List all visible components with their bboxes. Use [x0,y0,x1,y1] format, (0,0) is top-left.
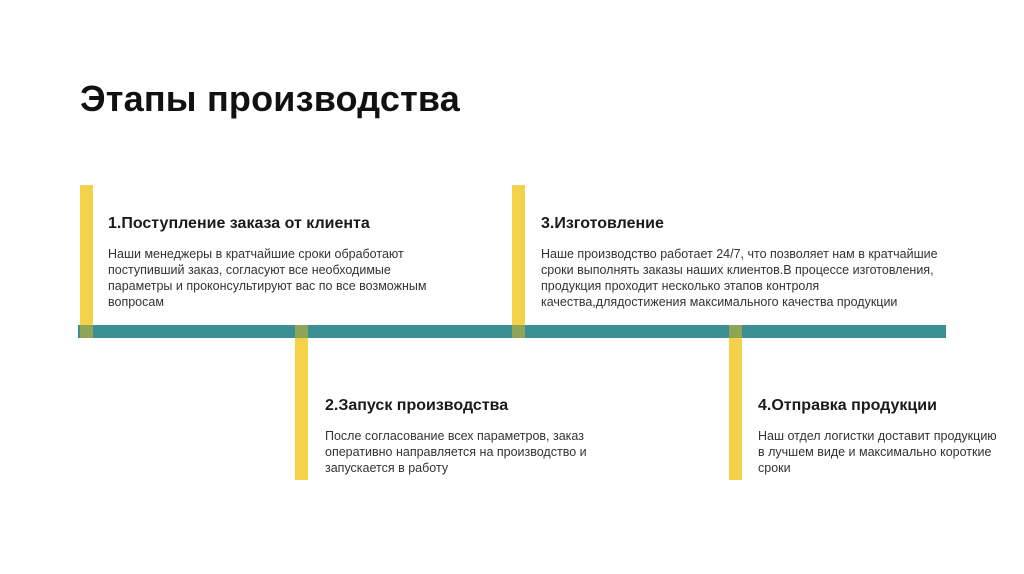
stage-3-description: Наше производство работает 24/7, что позволяет нам в кратчайшие сроки выполнять заказы наших клиентов.В процессе изготовления, продукция проходит несколько этапов контроля качества,длядостижения максимального качества продукции [541,247,938,309]
stage-2-description: После согласование всех параметров, заказ оперативно направляется на производство и запускается в работу [325,429,587,475]
stage-4 [758,397,998,476]
stage-1-description: Наши менеджеры в кратчайшие сроки обработают поступивший заказ, согласуют все необходимые параметры и проконсультируют вас по все возможным вопросам [108,247,427,309]
page-title: Этапы производства [80,78,460,119]
stage-3-title: 3.Изготовление [541,215,664,232]
stage-4-title: 4.Отправка продукции [758,397,937,414]
stage-4-marker [729,325,742,480]
stage-2 [325,397,595,476]
stage-1-title: 1.Поступление заказа от клиента [108,215,370,232]
stage-4-marker-junction [729,325,742,338]
stage-4-description: Наш отдел логистки доставит продукцию в лучшем виде и максимально короткие сроки [758,429,997,475]
stage-1-marker-junction [80,325,93,338]
stage-1 [108,215,428,310]
stage-1-marker [80,185,93,338]
stage-3 [541,215,961,310]
stage-2-title: 2.Запуск производства [325,397,509,414]
stage-3-marker-junction [512,325,525,338]
stage-2-marker-junction [295,325,308,338]
stage-3-marker [512,185,525,338]
stage-2-marker [295,325,308,480]
